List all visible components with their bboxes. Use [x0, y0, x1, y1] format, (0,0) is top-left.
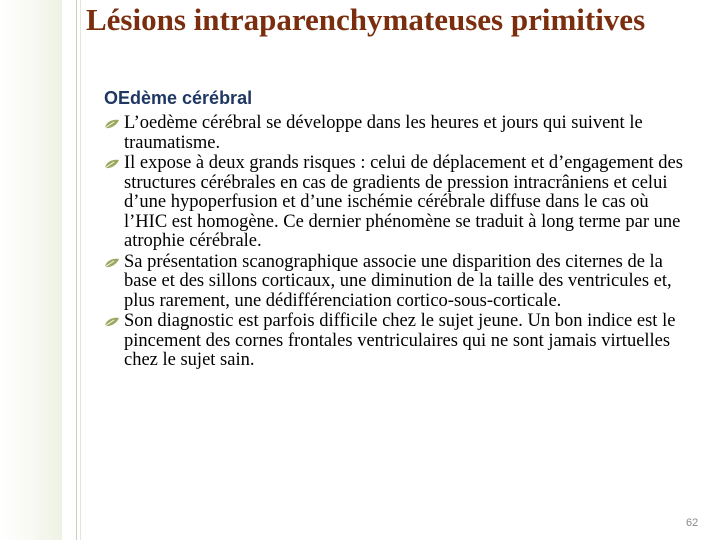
leaf-icon	[104, 258, 120, 268]
slide-title: Lésions intraparenchymateuses primitives	[86, 2, 646, 37]
page-number: 62	[686, 517, 699, 529]
section-subheading: OEdème cérébral	[104, 88, 253, 108]
bullet-text: Sa présentation scanographique associe une disparition des citernes de la base et des sillons corticaux, une diminution de la taille des ventricules et, plus rarement, une dédifférenciation cortico-sous-corticale.	[124, 251, 672, 311]
bullet-text: Il expose à deux grands risques : celui de déplacement et d’engagement des structures cérébrales en cas de gradients de pression intracrâniens et celui d’une hypoperfusion et d’une ischémie cérébrale diffuse dans le cas où l’HIC est homogène. Ce dernier phénomène se traduit à long terme par une atrophie cérébrale.	[124, 153, 683, 251]
bullet-text: L’oedème cérébral se développe dans les heures et jours qui suivent le traumatisme.	[124, 113, 643, 153]
leaf-icon	[104, 159, 120, 169]
bullet-list	[104, 114, 694, 372]
bullet-item	[104, 154, 694, 252]
left-vertical-rule	[76, 0, 77, 540]
bullet-item	[104, 312, 694, 371]
leaf-icon	[104, 317, 120, 327]
bullet-text: Son diagnostic est parfois difficile chez le sujet jeune. Un bon indice est le pincement des cornes frontales ventriculaires qui ne sont jamais virtuelles chez le sujet sain.	[124, 311, 676, 370]
left-vertical-rule-secondary	[80, 0, 81, 540]
leaf-icon	[104, 119, 120, 129]
bullet-item	[104, 253, 694, 312]
bullet-item	[104, 114, 694, 153]
left-decorative-band	[0, 0, 62, 540]
